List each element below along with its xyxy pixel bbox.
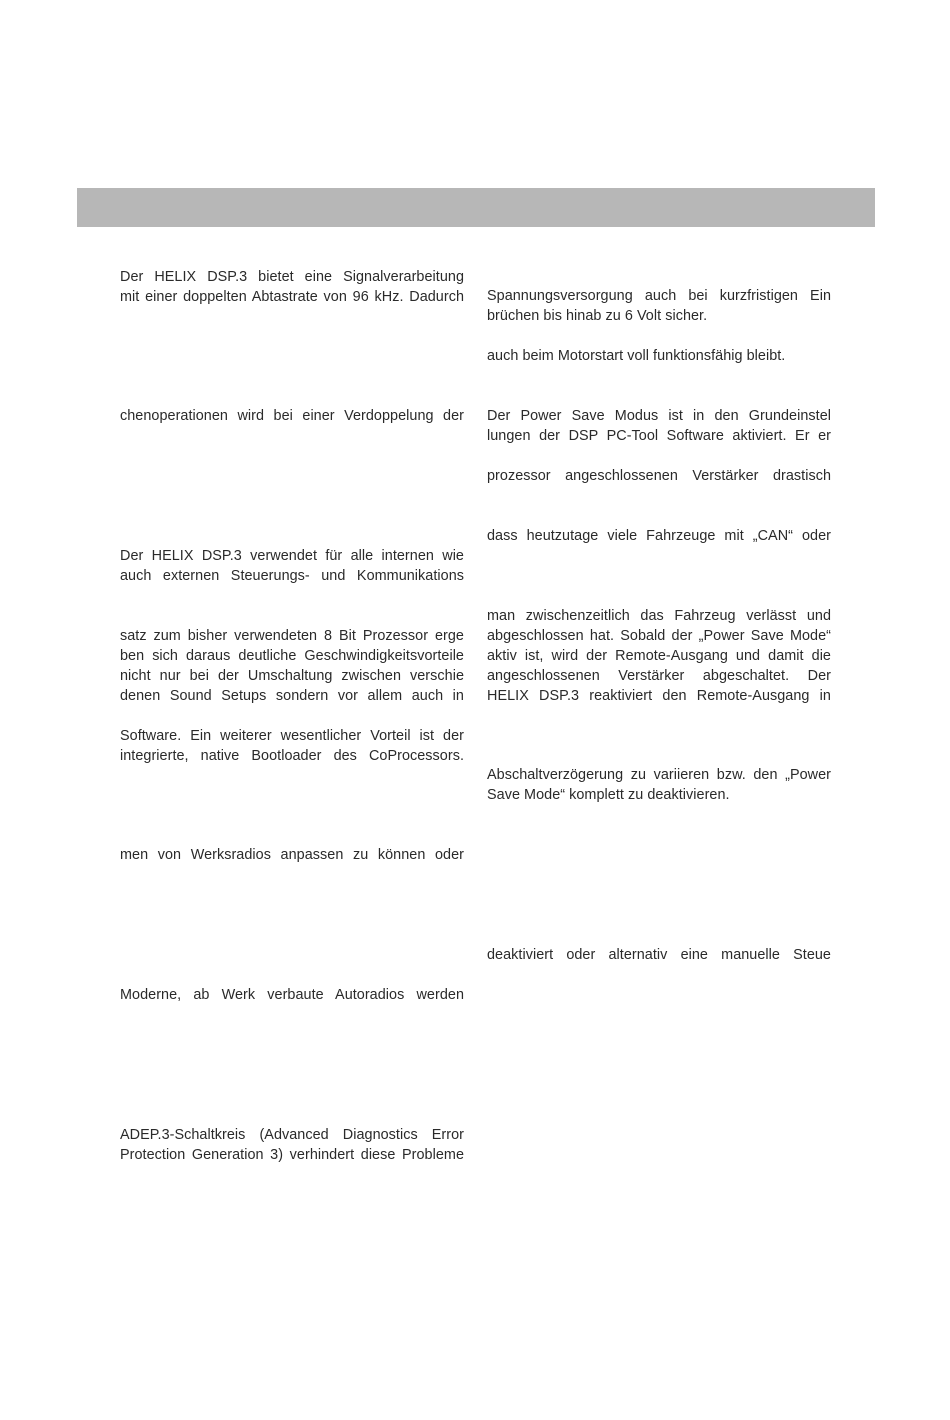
right-text-line: dass heutzutage viele Fahrzeuge mit „CAN“ oder <box>487 528 831 544</box>
right-text-line: HELIX DSP.3 reaktiviert den Remote-Ausgang in <box>487 688 831 704</box>
right-text-line: angeschlossenen Verstärker abgeschaltet. Der <box>487 668 831 684</box>
right-text-line: deaktiviert oder alternativ eine manuelle Steue <box>487 947 831 963</box>
right-text-line: abgeschlossen hat. Sobald der „Power Save Mode“ <box>487 628 831 644</box>
left-text-line: integrierte, native Bootloader des CoProcessors. <box>120 748 464 764</box>
left-text-line: men von Werksradios anpassen zu können oder <box>120 847 464 863</box>
left-text-line: Der HELIX DSP.3 bietet eine Signalverarbeitung <box>120 269 464 285</box>
left-text-line: nicht nur bei der Umschaltung zwischen verschie <box>120 668 464 684</box>
left-text-line: ben sich daraus deutliche Geschwindigkeitsvorteile <box>120 648 464 664</box>
left-text-line: Protection Generation 3) verhindert diese Probleme <box>120 1147 464 1163</box>
right-text-line: Abschaltverzögerung zu variieren bzw. den „Power <box>487 767 831 783</box>
left-text-line: satz zum bisher verwendeten 8 Bit Prozessor erge <box>120 628 464 644</box>
left-text-line: denen Sound Setups sondern vor allem auch in <box>120 688 464 704</box>
left-text-line: Software. Ein weiterer wesentlicher Vorteil ist der <box>120 728 464 744</box>
left-text-line: Moderne, ab Werk verbaute Autoradios werden <box>120 987 464 1003</box>
right-text-line: Der Power Save Modus ist in den Grundeinstel <box>487 408 831 424</box>
section-header-bar <box>77 188 875 227</box>
right-text-line: Spannungsversorgung auch bei kurzfristigen Ein <box>487 288 831 304</box>
right-text-line: aktiv ist, wird der Remote-Ausgang und damit die <box>487 648 831 664</box>
left-text-line: mit einer doppelten Abtastrate von 96 kHz. Dadurch <box>120 289 464 305</box>
right-text-line: brüchen bis hinab zu 6 Volt sicher. <box>487 308 708 324</box>
right-text-line: auch beim Motorstart voll funktionsfähig bleibt. <box>487 348 786 364</box>
right-text-line: Save Mode“ komplett zu deaktivieren. <box>487 787 730 803</box>
left-text-line: chenoperationen wird bei einer Verdoppelung der <box>120 408 464 424</box>
left-text-line: Der HELIX DSP.3 verwendet für alle internen wie <box>120 548 464 564</box>
left-text-line: auch externen Steuerungs- und Kommunikations <box>120 568 464 584</box>
right-text-line: man zwischenzeitlich das Fahrzeug verlässt und <box>487 608 831 624</box>
right-text-line: prozessor angeschlossenen Verstärker drastisch <box>487 468 831 484</box>
right-text-line: lungen der DSP PC-Tool Software aktiviert. Er er <box>487 428 831 444</box>
left-text-line: ADEP.3-Schaltkreis (Advanced Diagnostics Error <box>120 1127 464 1143</box>
